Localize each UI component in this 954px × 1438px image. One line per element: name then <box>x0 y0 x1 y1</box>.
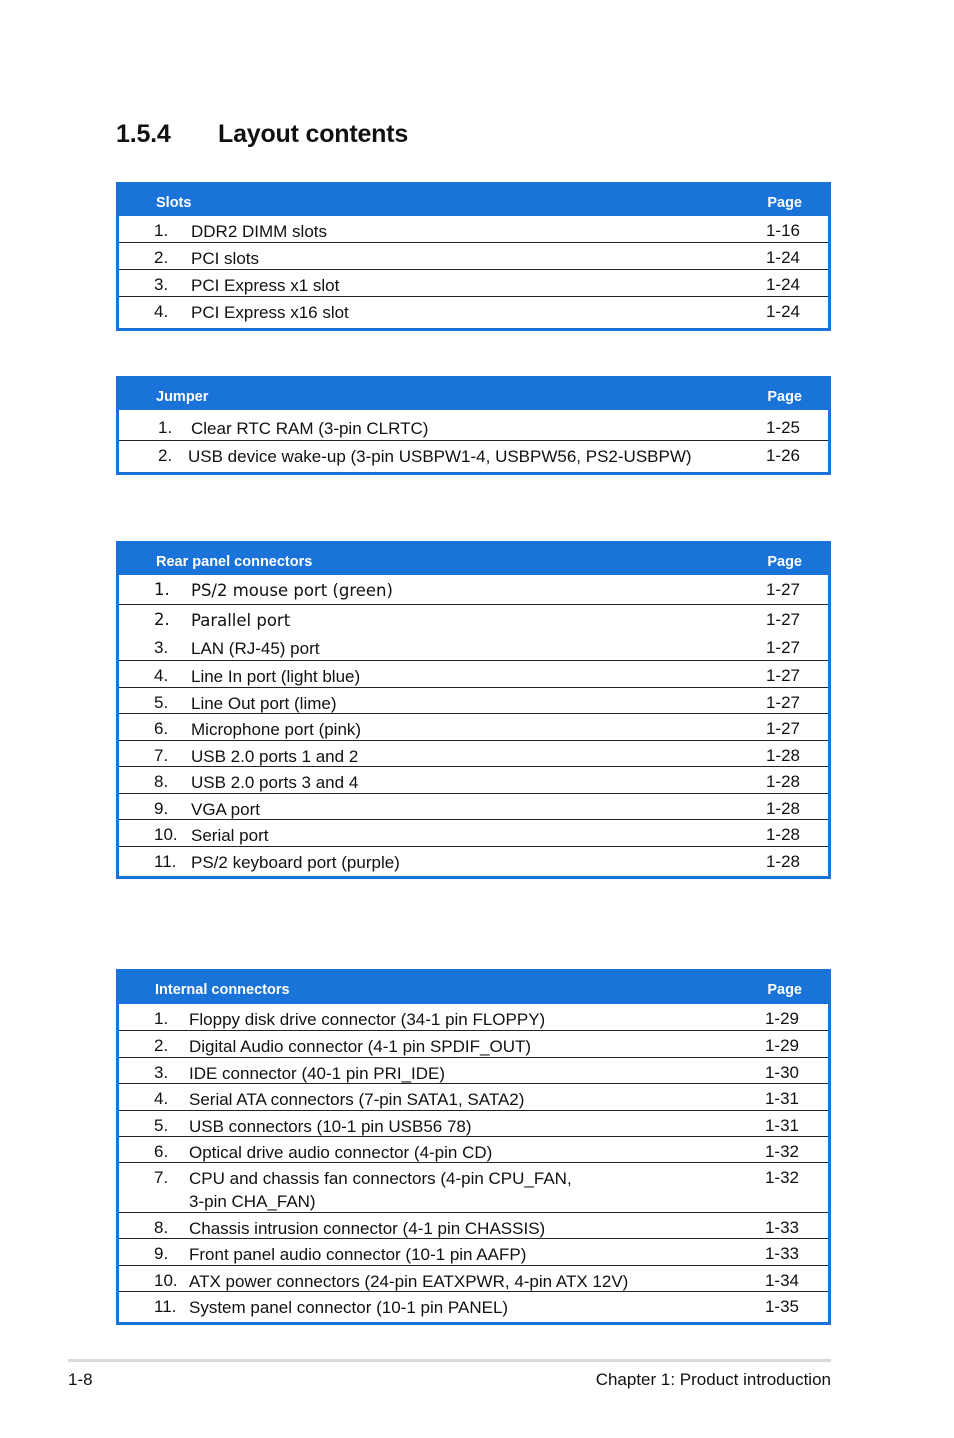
table-row <box>119 1238 828 1265</box>
row-number: 6. <box>154 719 169 738</box>
table-row <box>119 687 828 713</box>
row-number: 1. <box>154 221 169 240</box>
row-page: 1-28 <box>765 799 800 818</box>
table-row <box>119 793 828 819</box>
table-row <box>119 1030 828 1057</box>
section-heading <box>116 120 408 149</box>
table-row <box>119 1291 828 1322</box>
table-header-page: Page <box>767 389 802 405</box>
table-header-page: Page <box>767 195 802 211</box>
row-number: 5. <box>154 1116 169 1135</box>
table-row <box>119 575 828 604</box>
row-label: PCI slots <box>191 249 260 268</box>
row-label: Front panel audio connector (10-1 pin AAFP) <box>189 1245 527 1264</box>
row-number: 10. <box>154 1271 178 1290</box>
table-row <box>119 1162 828 1212</box>
table-row <box>119 766 828 793</box>
row-number: 8. <box>154 1218 169 1237</box>
table-row <box>119 633 828 660</box>
row-number: 6. <box>154 1142 169 1161</box>
row-number: 7. <box>154 746 169 765</box>
row-page: 1-27 <box>765 638 800 657</box>
row-number: 2. <box>154 1036 169 1055</box>
table-header-page: Page <box>767 554 802 570</box>
row-label: Chassis intrusion connector (4-1 pin CHASSIS) <box>189 1219 546 1238</box>
row-label: Digital Audio connector (4-1 pin SPDIF_OUT) <box>189 1037 532 1056</box>
row-label: CPU and chassis fan connectors (4-pin CPU_FAN, <box>189 1169 572 1188</box>
table-row <box>119 740 828 766</box>
row-label: USB 2.0 ports 3 and 4 <box>191 773 359 792</box>
row-page: 1-31 <box>764 1116 799 1135</box>
row-label: Microphone port (pink) <box>191 720 362 739</box>
table-row <box>119 296 828 328</box>
row-label: USB device wake-up (3-pin USBPW1-4, USBPW56, PS2-USBPW) <box>188 447 692 466</box>
rear-panel-table <box>116 541 831 879</box>
table-row <box>119 216 828 242</box>
row-page: 1-24 <box>765 275 800 294</box>
table-row <box>119 1136 828 1162</box>
jumper-table <box>116 376 831 475</box>
row-label: PS/2 keyboard port (purple) <box>191 853 400 872</box>
row-page: 1-30 <box>764 1063 799 1082</box>
row-number: 11. <box>154 1297 177 1316</box>
row-number: 9. <box>154 1244 169 1263</box>
row-label: PCI Express x1 slot <box>191 276 340 295</box>
table-row <box>119 1110 828 1136</box>
row-page: 1-26 <box>765 446 800 465</box>
table-row <box>119 242 828 269</box>
table-body <box>119 216 828 328</box>
table-body <box>119 575 828 876</box>
row-number: 1. <box>158 418 173 437</box>
row-label: Parallel port <box>191 611 291 630</box>
table-row <box>119 410 828 440</box>
row-page: 1-35 <box>764 1297 799 1316</box>
table-header-label: Internal connectors <box>155 982 290 998</box>
table-row <box>119 846 828 876</box>
row-number: 1. <box>154 1009 169 1028</box>
row-label: DDR2 DIMM slots <box>191 222 328 241</box>
row-number: 7. <box>154 1168 169 1187</box>
row-number: 10. <box>154 825 178 844</box>
table-row <box>119 1057 828 1083</box>
table-row <box>119 604 828 633</box>
row-label: PCI Express x16 slot <box>191 303 349 322</box>
footer-page-number: 1-8 <box>68 1370 93 1389</box>
row-page: 1-27 <box>765 580 800 599</box>
internal-connectors-table <box>116 969 831 1325</box>
row-number: 2. <box>154 248 169 267</box>
row-number: 2. <box>158 446 173 465</box>
section-number: 1.5.4 <box>116 120 171 148</box>
row-label-continued: 3-pin CHA_FAN) <box>189 1192 316 1211</box>
row-label: Serial port <box>191 826 269 845</box>
row-label: VGA port <box>191 800 260 819</box>
row-label: Optical drive audio connector (4-pin CD) <box>189 1143 493 1162</box>
row-page: 1-16 <box>765 221 800 240</box>
table-header <box>119 185 828 216</box>
table-header-label: Slots <box>156 195 192 211</box>
row-page: 1-33 <box>764 1218 799 1237</box>
row-page: 1-29 <box>764 1009 799 1028</box>
row-label: ATX power connectors (24-pin EATXPWR, 4-pin ATX 12V) <box>189 1272 629 1291</box>
footer-chapter-title: Chapter 1: Product introduction <box>595 1370 831 1389</box>
row-label: Clear RTC RAM (3-pin CLRTC) <box>191 419 429 438</box>
row-number: 4. <box>154 302 169 321</box>
row-label: Line Out port (lime) <box>191 694 337 713</box>
row-number: 2. <box>154 610 170 629</box>
row-label: Line In port (light blue) <box>191 667 361 686</box>
table-header <box>119 544 828 575</box>
row-page: 1-24 <box>765 302 800 321</box>
table-body <box>119 410 828 472</box>
row-number: 3. <box>154 1063 169 1082</box>
row-page: 1-27 <box>765 610 800 629</box>
row-page: 1-27 <box>765 693 800 712</box>
row-page: 1-28 <box>765 772 800 791</box>
table-header <box>119 972 828 1004</box>
table-header-label: Rear panel connectors <box>156 554 313 570</box>
row-label: PS/2 mouse port (green) <box>191 581 393 600</box>
row-label: Serial ATA connectors (7-pin SATA1, SATA2) <box>189 1090 525 1109</box>
row-number: 8. <box>154 772 169 791</box>
row-page: 1-33 <box>764 1244 799 1263</box>
table-row <box>119 1212 828 1238</box>
row-page: 1-32 <box>764 1168 799 1187</box>
row-page: 1-31 <box>764 1089 799 1108</box>
row-number: 11. <box>154 852 177 871</box>
table-row <box>119 819 828 846</box>
table-row <box>119 440 828 472</box>
row-page: 1-24 <box>765 248 800 267</box>
table-row <box>119 1265 828 1291</box>
row-page: 1-27 <box>765 719 800 738</box>
footer-divider <box>68 1359 831 1362</box>
row-page: 1-29 <box>764 1036 799 1055</box>
row-page: 1-34 <box>764 1271 799 1290</box>
row-number: 4. <box>154 1089 169 1108</box>
table-header <box>119 379 828 410</box>
slots-table <box>116 182 831 331</box>
table-row <box>119 269 828 296</box>
table-row <box>119 1004 828 1030</box>
row-page: 1-32 <box>764 1142 799 1161</box>
row-number: 9. <box>154 799 169 818</box>
row-number: 3. <box>154 275 169 294</box>
row-label: Floppy disk drive connector (34-1 pin FLOPPY) <box>189 1010 546 1029</box>
row-page: 1-28 <box>765 852 800 871</box>
table-row <box>119 713 828 740</box>
row-page: 1-28 <box>765 825 800 844</box>
section-title: Layout contents <box>218 120 409 148</box>
row-page: 1-28 <box>765 746 800 765</box>
row-number: 1. <box>154 580 170 599</box>
table-body <box>119 1004 828 1322</box>
table-row <box>119 1083 828 1110</box>
row-page: 1-25 <box>765 418 800 437</box>
row-label: USB 2.0 ports 1 and 2 <box>191 747 359 766</box>
row-label: LAN (RJ-45) port <box>191 639 320 658</box>
row-label: USB connectors (10-1 pin USB56 78) <box>189 1117 472 1136</box>
row-page: 1-27 <box>765 666 800 685</box>
table-row <box>119 660 828 687</box>
table-header-page: Page <box>767 982 802 998</box>
table-header-label: Jumper <box>156 389 209 405</box>
row-label: System panel connector (10-1 pin PANEL) <box>189 1298 509 1317</box>
row-number: 5. <box>154 693 169 712</box>
row-number: 4. <box>154 666 169 685</box>
row-number: 3. <box>154 638 169 657</box>
row-label: IDE connector (40-1 pin PRI_IDE) <box>189 1064 446 1083</box>
